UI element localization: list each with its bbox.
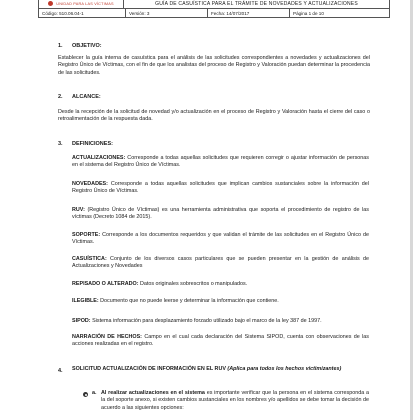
section-number: 4.: [58, 368, 63, 374]
section-heading: DEFINICIONES:: [72, 141, 113, 147]
definition-item: REPISADO O ALTERADO: Datos originales sobrescritos o manipulados.: [72, 281, 248, 287]
page-number: Página 1 de 10: [293, 10, 324, 16]
item-letter: a.: [92, 390, 97, 396]
institution-logo-icon: [48, 1, 53, 6]
document-date: Fecha: 14/07/2017: [208, 9, 290, 17]
section-number: 1.: [58, 43, 63, 49]
definition-item: NARRACIÓN DE HECHOS: Campo en el cual cada declaración del Sistema SIPOD, cuenta con observaciones de las acciones realizadas en el registro.: [72, 334, 369, 348]
section-heading: OBJETIVO:: [72, 43, 102, 49]
section-number: 3.: [58, 141, 63, 147]
document-header: [38, 0, 390, 18]
section-text: Establecer la guía interna de casuística para el análisis de las solicitudes correspondientes a novedades y actualizaciones del Registro Único de Víctimas, con el fin de que los analistas del proceso de Registro y Valoración puedan determinar la procedencia de las solicitudes.: [58, 55, 370, 76]
definition-item: CASUÍSTICA: Conjunto de los diversos casos particulares que se pueden presentar en la gestión de análisis de Actualizaciones y Novedades: [72, 256, 369, 270]
list-item: Al realizar actualizaciones en el sistema es importante verificar que la persona en el sistema corresponda a la del soporte anexo, si existen cambios sustanciales en los nombres y/o apellidos se debe tomar la decisión de acuerdo a las siguientes opciones:: [101, 390, 369, 411]
logo-text: UNIDAD PARA LAS VÍCTIMAS: [56, 1, 114, 6]
section-heading: SOLICITUD ACTUALIZACIÓN DE INFORMACIÓN EN EL RUV (Aplica para todos los hechos victimizantes): [72, 366, 342, 372]
definition-item: SIPOD: Sistema información para desplazamiento forzado utilizado bajo el marco de la ley 387 de 1997.: [72, 318, 322, 324]
definition-item: RUV: (Registro Único de Víctimas) es una herramienta administrativa que soporta el procedimiento de registro de las víctimas (Decreto 1084 de 2015).: [72, 207, 369, 221]
section-number: 2.: [58, 94, 63, 100]
definition-item: ACTUALIZACIONES: Corresponde a todas aquellas solicitudes que requieren corregir o ajustar información de personas en el sistema del Registro Único de Víctimas.: [72, 155, 369, 169]
list-bullet-icon: [83, 392, 88, 397]
definition-item: SOPORTE: Corresponde a los documentos requeridos y que validan el trámite de las solicitudes en el Registro Único de Víctimas.: [72, 232, 369, 246]
document-title: GUÍA DE CASUÍSTICA PARA EL TRÁMITE DE NOVEDADES Y ACTUALIZACIONES: [155, 0, 358, 7]
logo: [39, 0, 124, 8]
definition-item: ILEGIBLE: Documento que no puede leerse y determinar la información que contiene.: [72, 298, 279, 304]
document-code: Código: 510.06.04-1: [39, 9, 126, 17]
section-text: Desde la recepción de la solicitud de novedad y/o actualización en el proceso de Registro y Valoración hasta el cierre del caso o retroalimentación de la respuesta dada.: [58, 109, 370, 123]
document-version: Versión: 3: [126, 9, 208, 17]
definition-item: NOVEDADES: Corresponde a todas aquellas solicitudes que implican cambios sustanciales sobre la información del Registro Único de Víctimas.: [72, 181, 369, 195]
section-heading: ALCANCE:: [72, 94, 101, 100]
